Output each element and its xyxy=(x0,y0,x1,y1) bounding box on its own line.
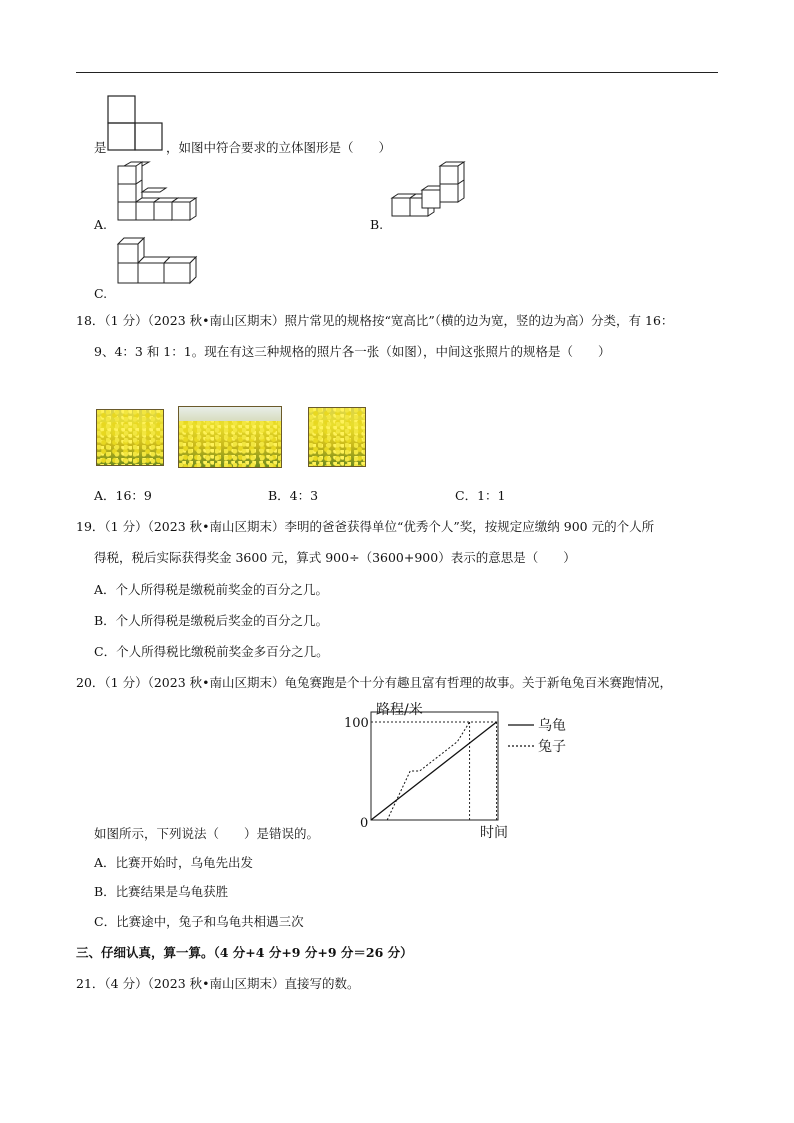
photo-right xyxy=(308,407,366,467)
q20-line1: 20．（1 分）（2023 秋•南山区期末）龟兔赛跑是个十分有趣且富有哲理的故事。关于新龟兔百米赛跑情况， xyxy=(76,675,672,690)
series-line-tortoise xyxy=(371,722,497,820)
q17-option-c-figure xyxy=(116,238,204,300)
q20-line2: 如图所示，下列说法（ ）是错误的。 xyxy=(94,826,320,841)
q18-option-c[interactable]: C．1：1 xyxy=(455,488,506,503)
q18-option-a[interactable]: A．16：9 xyxy=(94,488,152,503)
net-figure xyxy=(108,96,164,152)
photo-middle xyxy=(178,406,282,468)
y-tick-label-100: 100 xyxy=(344,716,369,731)
series-line-rabbit xyxy=(387,722,469,820)
section3-heading: 三、仔细认真，算一算。（4 分+4 分+9 分+9 分＝26 分） xyxy=(76,945,413,960)
origin-label: 0 xyxy=(360,816,369,831)
q17-stem-suffix: ，如图中符合要求的立体图形是（ ） xyxy=(166,140,392,155)
q17-stem-prefix: 是 xyxy=(94,140,107,155)
q19-line1: 19．（1 分）（2023 秋•南山区期末）李明的爸爸获得单位“优秀个人”奖，按规定应缴纳 900 元的个人所 xyxy=(76,519,655,534)
y-axis-label: 路程/米 xyxy=(376,702,423,718)
plot-frame xyxy=(371,712,498,820)
race-chart xyxy=(340,696,580,846)
q17-option-a-label[interactable]: A. xyxy=(94,217,108,232)
q20-option-c[interactable]: C．比赛途中，兔子和乌龟共相遇三次 xyxy=(94,914,304,929)
q17-option-b-figure xyxy=(390,162,470,224)
q19-line2: 得税，税后实际获得奖金 3600 元，算式 900÷（3600+900）表示的意思是（ ） xyxy=(94,550,576,565)
q17-option-c-label[interactable]: C. xyxy=(94,286,108,301)
q17-option-a-figure xyxy=(116,162,198,224)
photo-left xyxy=(96,409,164,466)
x-axis-label: 时间 xyxy=(480,825,508,841)
q18-line2: 9、4：3 和 1：1。现在有这三种规格的照片各一张（如图），中间这张照片的规格是（ ） xyxy=(94,344,611,359)
q19-option-b[interactable]: B．个人所得税是缴税后奖金的百分之几。 xyxy=(94,613,329,628)
q19-option-c[interactable]: C．个人所得税比缴税前奖金多百分之几。 xyxy=(94,644,329,659)
q19-option-a[interactable]: A．个人所得税是缴税前奖金的百分之几。 xyxy=(94,582,329,597)
q17-option-b-label[interactable]: B. xyxy=(370,217,384,232)
header-rule xyxy=(76,72,718,73)
q18-line1: 18．（1 分）（2023 秋•南山区期末）照片常见的规格按“宽高比”（横的边为宽，竖的边为高）分类，有 16： xyxy=(76,313,674,328)
q18-option-b[interactable]: B．4：3 xyxy=(268,488,319,503)
legend-label-tortoise: 乌龟 xyxy=(538,718,566,734)
q20-option-b[interactable]: B．比赛结果是乌龟获胜 xyxy=(94,884,229,899)
q20-option-a[interactable]: A．比赛开始时，乌龟先出发 xyxy=(94,855,254,870)
legend-label-rabbit: 兔子 xyxy=(538,739,566,755)
q21-line1: 21．（4 分）（2023 秋•南山区期末）直接写的数。 xyxy=(76,976,360,991)
